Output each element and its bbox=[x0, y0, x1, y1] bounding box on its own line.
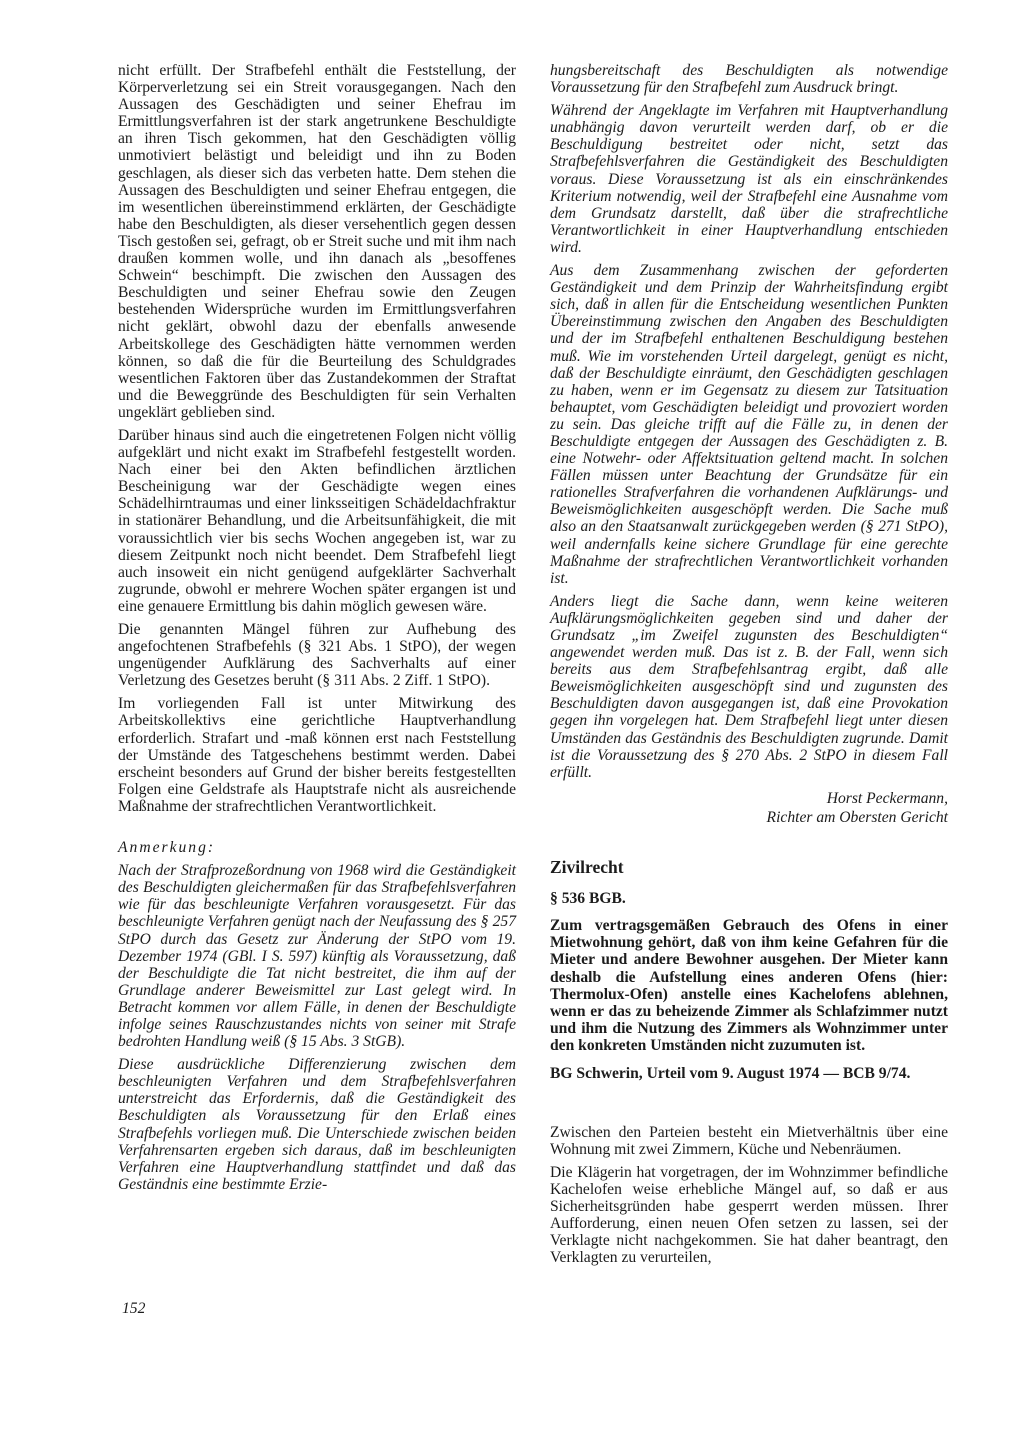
body-paragraph: Darüber hinaus sind auch die eingetretenen Folgen nicht völlig aufgeklärt und nicht exakt im Strafbefehl festgestellt worden. Nach einer bei den Akten befindlichen ärztlichen Bescheinigung war der Geschädigte wegen eines Schädelhirntraumas und einer linksseitigen Schädeldachfraktur in stationärer Behandlung, und die Arbeitsunfähigkeit, die mit voraussichtlich vier bis sechs Wochen angegeben ist, war zu diesem Zeitpunkt noch nicht beendet. Dem Strafbefehl liegt auch insoweit ein nicht genügend aufgeklärter Sachverhalt zugrunde, obwohl er mehrere Wochen später ergangen ist und eine genauere Ermittlung bis dahin möglich gewesen wäre. bbox=[118, 426, 516, 615]
body-paragraph: Die genannten Mängel führen zur Aufhebung des angefochtenen Strafbefehls (§ 321 Abs. 1 StPO), der wegen ungenügender Aufklärung des Sachverhalts auf einer Verletzung des Gesetzes beruht (§ 311 Abs. 2 Ziff. 1 StPO). bbox=[118, 621, 516, 690]
annotation-paragraph: Anders liegt die Sache dann, wenn keine weiteren Aufklärungsmöglichkeiten gegeben sind und daher der Grundsatz „im Zweifel zugunsten des Beschuldigten“ angewendet werden muß. Das ist z. B. der Fall, wenn sich bereits aus dem Strafbefehlsantrag ergibt, daß alle Beweismöglichkeiten ausgeschöpft sind und zugunsten des Beschuldigten davon ausgegangen ist, daß eine Provokation gegen ihn vorgelegen hat. Dem Strafbefehl liegt unter diesen Umständen das Geständnis des Beschuldigten zugrunde. Damit ist die Voraussetzung des § 270 Abs. 2 StPO in diesem Fall erfüllt. bbox=[550, 592, 948, 781]
annotation-paragraph: Während der Angeklagte im Verfahren mit Hauptverhandlung unabhängig davon verurteilt werden darf, ob er die Beschuldigung bestreitet oder nicht, setzt das Strafbefehlsverfahren die Geständigkeit des Beschuldigten voraus. Diese Voraussetzung ist als ein einschränkendes Kriterium notwendig, weil der Strafbefehl eine Ausnahme vom dem Grundsatz darstellt, daß über die strafrechtliche Verantwortlichkeit in einer Hauptverhandlung entschieden wird. bbox=[550, 102, 948, 256]
page-number: 152 bbox=[122, 1300, 146, 1317]
annotation-paragraph: Diese ausdrückliche Differenzierung zwischen dem beschleunigten Verfahren und dem Strafbefehlsverfahren unterstreicht das Erfordernis, daß die Geständigkeit des Beschuldigten als Voraussetzung für den Erlaß eines Strafbefehls vorliegen muß. Die Unterschiede zwischen beiden Verfahrensarten ergeben sich daraus, daß im beschleunigten Verfahren eine Hauptverhandlung stattfindet und daß das Geständnis eine bestimmte Erzie- bbox=[118, 1056, 516, 1193]
annotation-paragraph: Nach der Strafprozeßordnung von 1968 wird die Geständigkeit des Beschuldigten gleichermaßen für das Strafbefehlsverfahren wie für das beschleunigte Verfahren vorausgesetzt. Für das beschleunigte Verfahren genügt nach der Neufassung des § 257 StPO durch das Gesetz zur Änderung der StPO vom 19. Dezember 1974 (GBl. I S. 597) künftig als Voraussetzung, daß der Beschuldigte die Tat nicht bestreitet, die ihm auf der Grundlage anderer Beweismittel zur Last gelegt wird. In Betracht kommen vor allem Fälle, in denen der Beschuldigte infolge seines Rauschzustandes nichts von seiner mit Strafe bedrohten Handlung weiß (§ 15 Abs. 3 StGB). bbox=[118, 862, 516, 1051]
left-column bbox=[118, 62, 516, 1199]
headnote: Zum vertragsgemäßen Gebrauch des Ofens in einer Mietwohnung gehört, daß von ihm keine Gefahren für die Mieter und andere Bewohner ausgehen. Der Mieter kann deshalb die Aufstellung eines anderen Ofens (hier: Thermolux-Ofen) anstelle eines Kachelofens ablehnen, wenn er das zu beheizende Zimmer als Schlafzimmer nutzt und ihm die Nutzung des Zimmers als Wohnzimmer unter den konkreten Umständen nicht zuzumuten ist. bbox=[550, 917, 948, 1055]
court-reference: BG Schwerin, Urteil vom 9. August 1974 — BCB 9/74. bbox=[550, 1064, 911, 1082]
right-column bbox=[550, 62, 948, 1273]
body-paragraph: Die Klägerin hat vorgetragen, der im Wohnzimmer befindliche Kachelofen weise erhebliche Mängel auf, so daß er aus Sicherheitsgründen habe gesperrt werden müssen. Ihrer Aufforderung, einen neuen Ofen setzen zu lassen, sei der Verklagte nicht nachgekommen. Sie hat daher beantragt, den Verklagten zu verurteilen, bbox=[550, 1163, 948, 1267]
body-paragraph: nicht erfüllt. Der Strafbefehl enthält die Feststellung, der Körperverletzung sei ein Streit vorausgegangen. Nach den Aussagen des Geschädigten und seiner Ehefrau im Ermittlungsverfahren ist der stark angetrunkene Beschuldigte an ihren Tisch gekommen, hat den Geschädigten völlig unmotiviert belästigt und beleidigt und ihn zu Boden geschlagen, als dieser sich das verbeten hatte. Dem stehen die Aussagen des Beschuldigten und seiner Ehefrau entgegen, die im wesentlichen übereinstimmend erklärten, der Geschädigte habe den Beschuldigten, als dieser versehentlich gegen dessen Tisch gestoßen sei, gefragt, ob er Streit suche und mit ihm nach draußen kommen wolle, und ihn danach als „besoffenes Schwein“ beschimpft. Die zwischen den Aussagen des Beschuldigten und seiner Ehefrau sowie den Zeugen bestehenden Widersprüche wurden im Ermittlungsverfahren nicht geklärt, obwohl dazu der ebenfalls anwesende Arbeitskollege des Geschädigten hätte vernommen werden können, so daß die für die Beurteilung des Schuldgrades wesentlichen Faktoren über das Zustandekommen der Straftat und die Beweggründe des Beschuldigten für sein Verhalten ungeklärt geblieben sind. bbox=[118, 62, 516, 421]
annotation-paragraph: Aus dem Zusammenhang zwischen der geforderten Geständigkeit und dem Prinzip der Wahrheitsfindung ergibt sich, daß in allen für die Entscheidung wesentlichen Punkten Übereinstimmung zwischen den Angaben des Beschuldigten und der im Strafbefehl enthaltenen Beschuldigung bestehen muß. Wie im vorstehenden Urteil dargelegt, genügt es nicht, daß der Beschuldigte einräumt, den Geschädigten geschlagen zu haben, wenn er im Gegensatz zu diesem zur Tatsituation behauptet, vom Geschädigten beleidigt und provoziert worden zu sein. Das gleiche trifft auf die Fälle zu, in denen der Beschuldigte entgegen der Aussagen des Geschädigten z. B. eine Notwehr- oder Affektsituation geltend macht. In solchen Fällen müssen unter Beachtung der Grundsätze für ein rationelles Strafverfahren die vorhandenen Aufklärungs- und Beweismöglichkeiten ausgeschöpft werden. Die Sache muß also an den Staatsanwalt zurückgegeben werden (§ 271 StPO), weil andernfalls keine sichere Grundlage für eine gerechte Maßnahme der strafrechtlichen Verantwortlichkeit vorhanden ist. bbox=[550, 262, 948, 587]
body-paragraph: Zwischen den Parteien besteht ein Mietverhältnis über eine Wohnung mit zwei Zimmern, Küche und Nebenräumen. bbox=[550, 1123, 948, 1158]
annotation-paragraph: hungsbereitschaft des Beschuldigten als notwendige Voraussetzung für den Strafbefehl zum Ausdruck bringt. bbox=[550, 62, 948, 97]
section-title: Zivilrecht bbox=[550, 856, 624, 877]
signature-block bbox=[550, 789, 948, 827]
body-paragraph: Im vorliegenden Fall ist unter Mitwirkung des Arbeitskollektivs eine gerichtliche Hauptverhandlung erforderlich. Strafart und -maß können erst nach Feststellung der Umstände des Tatgeschehens bestimmt werden. Dabei erscheint besonders auf Grund der bisher bereits festgestellten Folgen eine Geldstrafe als Hauptstrafe nicht als ausreichende Maßnahme der strafrechtlichen Verantwortlichkeit. bbox=[118, 695, 516, 815]
author-title: Richter am Obersten Gericht bbox=[766, 808, 948, 826]
annotation-heading: Anmerkung: bbox=[118, 839, 216, 857]
author-name: Horst Peckermann, bbox=[826, 789, 948, 807]
paragraph-reference: § 536 BGB. bbox=[550, 889, 626, 907]
